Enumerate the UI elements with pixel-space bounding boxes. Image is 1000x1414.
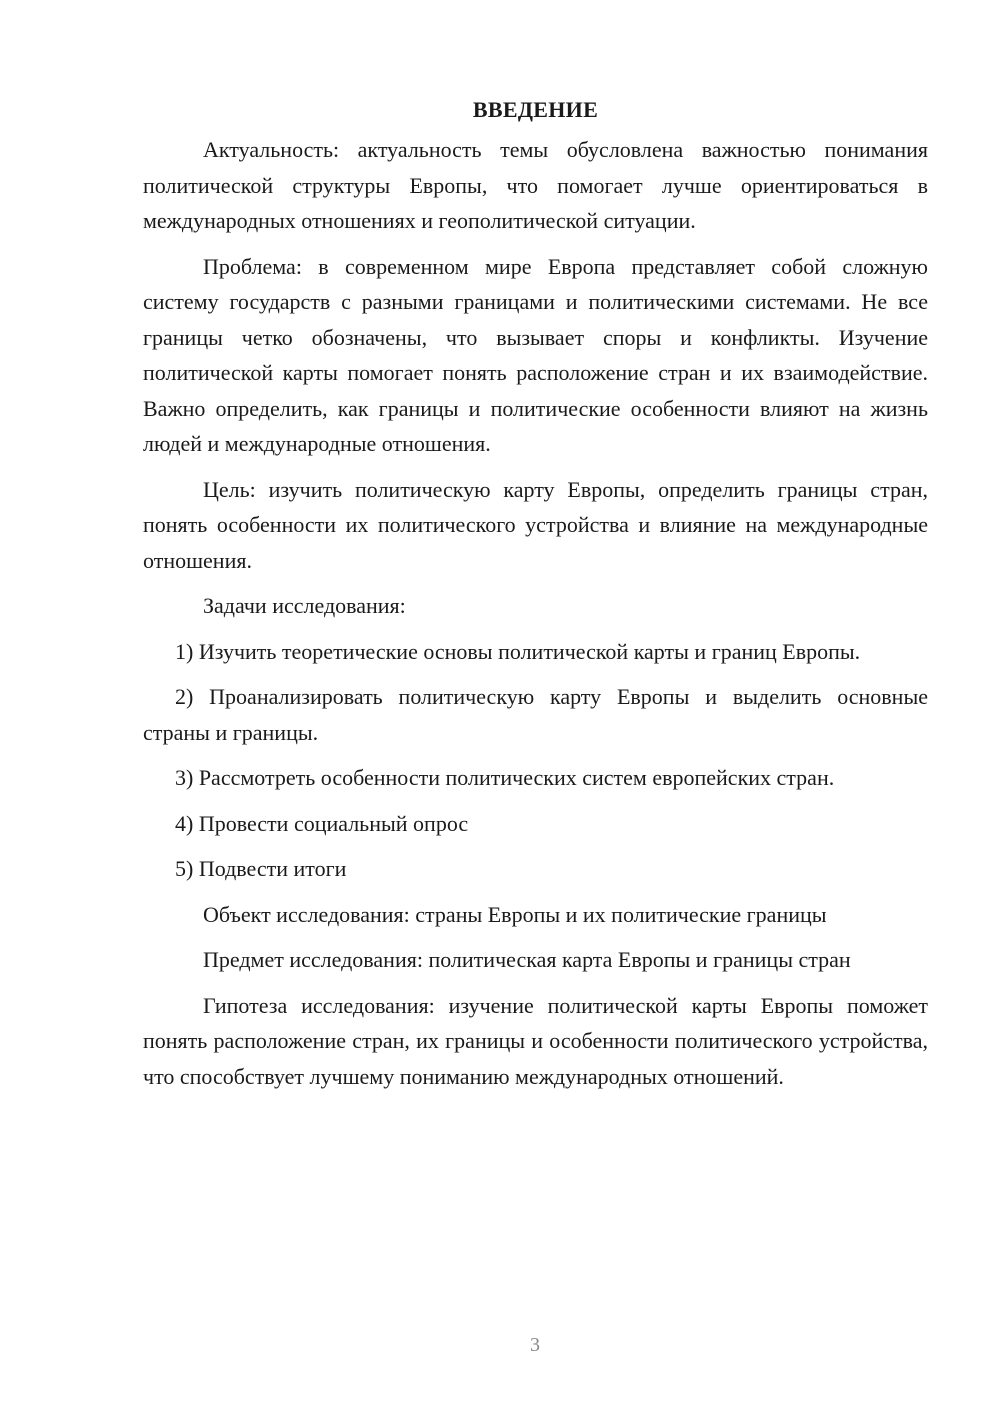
page-content	[143, 92, 928, 1104]
section-title: ВВЕДЕНИЕ	[472, 97, 599, 122]
page-number: 3	[530, 1334, 540, 1356]
hypothesis-paragraph: Гипотеза исследования: изучение политической карты Европы поможет понять расположение стран, их границы и особенности политического устройства, что способствует лучшему пониманию международных отношений.	[143, 992, 928, 1089]
relevance-paragraph: Актуальность: актуальность темы обусловлена важностью понимания политической структуры Европы, что помогает лучше ориентироваться в международных отношениях и геополитической ситуации.	[143, 137, 928, 233]
tasks-heading: Задачи исследования:	[203, 593, 406, 618]
task-item-4: 4) Провести социальный опрос	[175, 810, 469, 836]
task-item-2: 2) Проанализировать политическую карту Европы и выделить основные страны и границы.	[143, 684, 928, 745]
task-item-1: 1) Изучить теоретические основы политической карты и границ Европы.	[175, 638, 861, 664]
goal-paragraph: Цель: изучить политическую карту Европы, определить границы стран, понять особенности их политического устройства и влияние на международные отношения.	[143, 476, 928, 573]
subject-paragraph: Предмет исследования: политическая карта Европы и границы стран	[203, 947, 851, 972]
problem-paragraph: Проблема: в современном мире Европа представляет собой сложную систему государств с разными границами и политическими системами. Не все границы четко обозначены, что вызывает споры и конфликты. Изучение политической карты помогает понять расположение стран и их взаимодействие. Важно определить, как границы и политические особенности влияют на жизнь людей и международные отношения.	[143, 253, 928, 456]
task-item-3: 3) Рассмотреть особенности политических систем европейских стран.	[175, 765, 835, 790]
object-paragraph: Объект исследования: страны Европы и их политические границы	[203, 901, 827, 927]
task-item-5: 5) Подвести итоги	[175, 856, 347, 881]
